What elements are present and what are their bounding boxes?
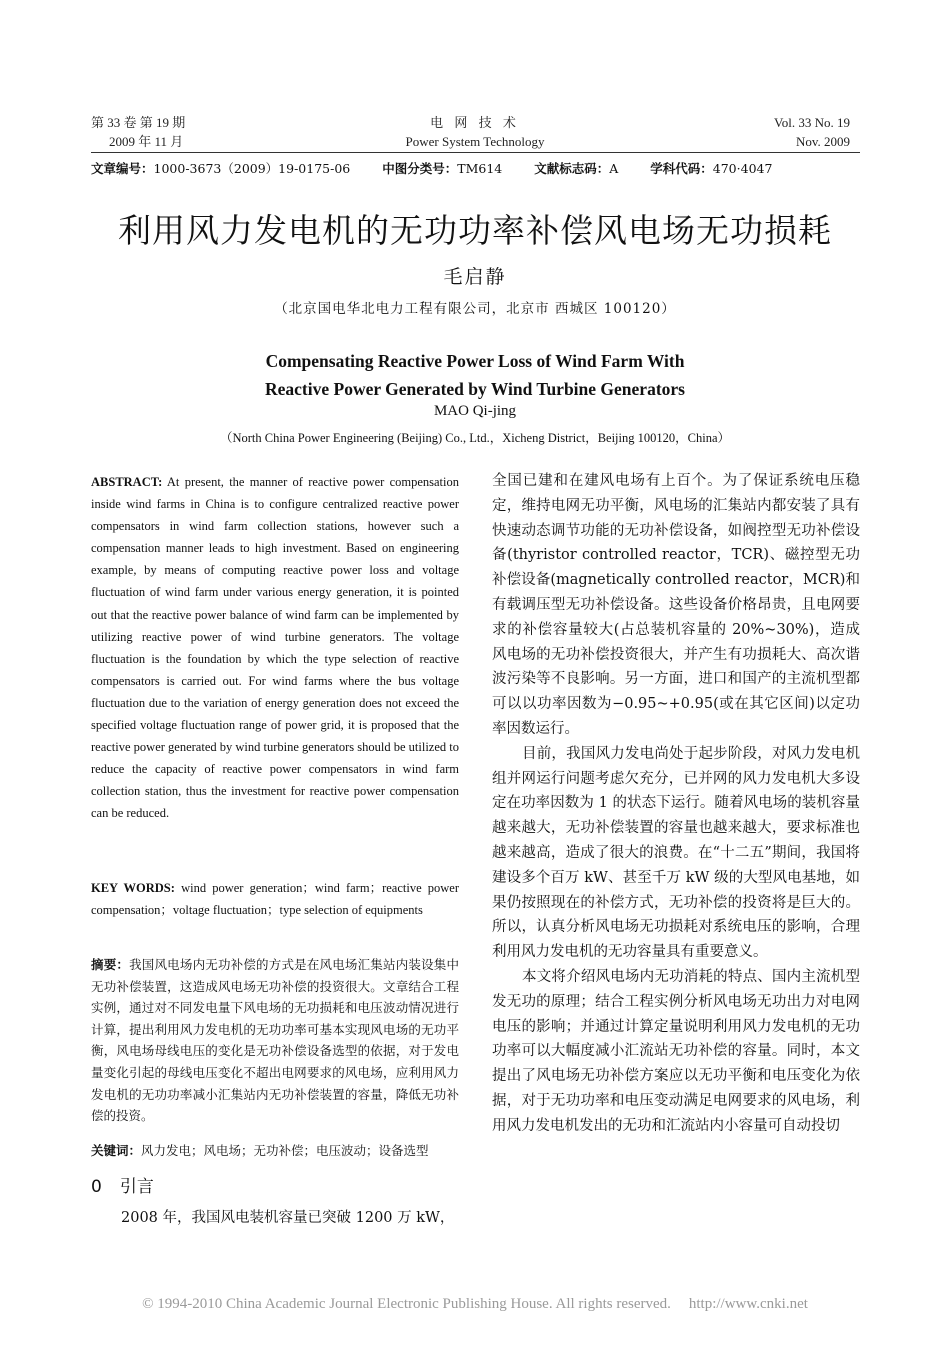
paper-title-cn: 利用风力发电机的无功功率补偿风电场无功损耗 — [118, 211, 832, 250]
cnki-link[interactable]: http://www.cnki.net — [688, 1296, 808, 1312]
paper-title-en — [0, 347, 950, 403]
subject-code: 学科代码：470·4047 — [650, 161, 773, 176]
keywords-cn-label: 关键词： — [91, 1143, 142, 1158]
header-divider — [91, 152, 860, 153]
paper-title-en-line2: Reactive Power Generated by Wind Turbine Generators — [265, 379, 685, 399]
section-heading — [91, 1172, 154, 1197]
intro-paragraph-start: 2008 年，我国风电装机容量已突破 1200 万 kW， — [121, 1210, 455, 1226]
keywords-en-text: wind power generation；wind farm；reactive power compensation；voltage fluctuation；type selection of equipments — [91, 881, 459, 918]
affiliation-cn: （北京国电华北电力工程有限公司，北京市 西城区 100120） — [274, 301, 676, 317]
abstract-cn-text: 我国风电场内无功补偿的方式是在风电场汇集站内装设集中无功补偿装置，这造成风电场无功补偿的投资很大。文章结合工程实例，通过对不同发电量下风电场的无功损耗和电压波动情况进行计算，提出利用风力发电机的无功功率可基本实现风电场的无功平衡，风电场母线电压的变化是无功补偿设备选型的依据，对于发电量变化引起的母线电压变化不超出电网要求的风电场，应利用风力发电机的无功功率减小汇集站内无功补偿装置的容量，降低无功补偿的投资。 — [91, 957, 459, 1124]
abstract-en — [91, 471, 459, 825]
document-code: 文献标志码：A — [534, 161, 619, 176]
article-number: 文章编号：1000-3673（2009）19-0175-06 — [91, 161, 351, 176]
paper-title-en-line1: Compensating Reactive Power Loss of Wind Farm With — [265, 351, 685, 371]
section-title: 引言 — [119, 1177, 154, 1197]
volume-issue-en: Vol. 33 No. 19 — [774, 115, 850, 130]
journal-name-en: Power System Technology — [405, 134, 545, 149]
keywords-cn-text: 风力发电；风电场；无功补偿；电压波动；设备选型 — [141, 1143, 429, 1158]
date-cn: 2009 年 11 月 — [109, 134, 184, 149]
author-cn: 毛启静 — [443, 266, 507, 288]
abstract-cn-label: 摘要： — [91, 957, 130, 972]
date-en: Nov. 2009 — [795, 134, 850, 149]
abstract-cn — [91, 954, 459, 1127]
clc-number: 中图分类号：TM614 — [382, 161, 503, 176]
copyright-text: © 1994-2010 China Academic Journal Electronic Publishing House. All rights reserved. — [142, 1296, 671, 1312]
header-left — [91, 113, 185, 151]
section-number: 0 — [91, 1177, 102, 1197]
author-en: MAO Qi-jing — [433, 403, 517, 419]
article-meta — [91, 159, 800, 177]
right-column — [492, 469, 860, 1139]
journal-name-cn: 电 网 技 术 — [430, 115, 520, 130]
copyright-footer — [0, 1296, 950, 1313]
keywords-en-label: KEY WORDS: — [91, 881, 175, 895]
volume-issue-cn: 第 33 卷 第 19 期 — [91, 115, 186, 130]
abstract-en-text: At present, the manner of reactive power compensation inside wind farms in China is to configure centralized reactive power compensators in wind farm collection stations, however such a compensation manner leads to high investment. Based on engineering example, by means of computing reactive power loss and voltage fluctuation of wind farm under various energy generation, it is pointed out that the reactive power balance of wind farm can be implemented by utilizing reactive power of wind turbine generators. The voltage fluctuation is the foundation by which the type selection of reactive compensators is carried out. For wind farms where the bus voltage fluctuation due to the variation of energy generation does not exceed the specified voltage fluctuation range of power grid, it is proposed that the reactive power generated by wind turbine generators should be utilized to reduce the capacity of reactive power compensators in wind farm collection station, thus the investment for reactive power compensation can be reduced. — [91, 475, 459, 821]
body-paragraph: 全国已建和在建风电场有上百个。为了保证系统电压稳定，维持电网无功平衡，风电场的汇集站内都安装了具有快速动态调节功能的无功补偿设备，如阀控型无功补偿设备(thyristor controlled reactor，TCR)、磁控型无功补偿设备(magnetically controlled reactor，MCR)和有载调压型无功补偿设备。这些设备价格昂贵，且电网要求的补偿容量较大(占总装机容量的 20%~30%)，造成风电场的无功补偿投资很大，并产生有功损耗大、高次谐波污染等不良影响。另一方面，进口和国产的主流机型都可以以功率因数为−0.95~+0.95(或在其它区间)以定功率因数运行。 — [492, 473, 860, 737]
body-paragraph: 本文将介绍风电场内无功消耗的特点、国内主流机型发无功的原理；结合工程实例分析风电场无功出力对电网电压的影响；并通过计算定量说明利用风力发电机的无功功率可以大幅度减小汇流站无功补偿的容量。同时，本文提出了风电场无功补偿方案应以无功平衡和电压变化为依据，对于无功功率和电压变动满足电网要求的风电场，利用风力发电机发出的无功和汇流站内小容量可自动投切 — [492, 968, 860, 1134]
keywords-en — [91, 877, 459, 921]
header-center — [330, 113, 620, 151]
body-paragraph: 目前，我国风力发电尚处于起步阶段，对风力发电机组并网运行问题考虑欠充分，已并网的风力发电机大多设定在功率因数为 1 的状态下运行。随着风电场的装机容量越来越大，无功补偿装置的容量也越来越大，要求标准也越来越高，造成了很大的浪费。在“十二五”期间，我国将建设多个百万 kW、甚至千万 kW 级的大型风电基地，如果仍按照现在的补偿方式，无功补偿的投资将是巨大的。所以，认真分析风电场无功损耗对系统电压的影响，合理利用风力发电机的无功容量具有重要意义。 — [492, 745, 860, 961]
keywords-cn — [91, 1140, 459, 1161]
header-right — [650, 113, 850, 151]
affiliation-en: （North China Power Engineering (Beijing) Co., Ltd.，Xicheng District，Beijing 100120，China） — [219, 431, 730, 445]
abstract-en-label: ABSTRACT: — [91, 475, 163, 489]
